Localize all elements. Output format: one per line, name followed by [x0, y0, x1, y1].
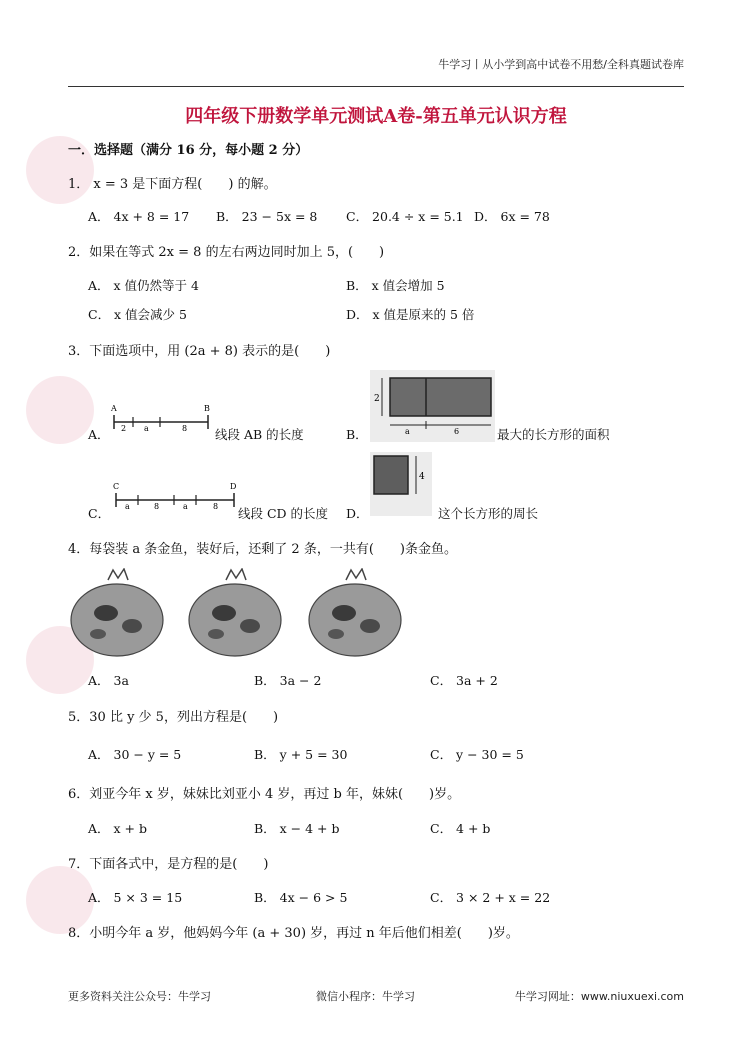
- label-d: D: [230, 482, 237, 491]
- side-label: 4: [419, 472, 425, 482]
- question-3: 3．下面选项中，用 (2a + 8) 表示的是( ): [68, 344, 331, 359]
- q3-caption-c: 线段 CD 的长度: [238, 506, 329, 521]
- question-7: 7．下面各式中，是方程的是( ): [68, 857, 269, 872]
- q4-option-a[interactable]: A． 3a: [88, 673, 129, 688]
- seg-label: a: [183, 502, 188, 511]
- q7-option-a[interactable]: A． 5 × 3 = 15: [88, 890, 183, 905]
- rectangle-d-figure: [370, 452, 432, 516]
- q2-option-a[interactable]: A． x 值仍然等于 4: [88, 278, 199, 293]
- section-heading: 一．选择题（满分 16 分，每小题 2 分）: [68, 143, 309, 158]
- q4-option-b[interactable]: B． 3a − 2: [254, 673, 322, 688]
- fish-bag: [309, 569, 401, 656]
- footer-left: 更多资料关注公众号：牛学习: [68, 990, 211, 1003]
- label-c: C: [113, 482, 120, 491]
- goldfish-bags-image: [68, 568, 418, 660]
- q7-option-b[interactable]: B． 4x − 6 > 5: [254, 890, 348, 905]
- q1-option-a[interactable]: A． 4x + 8 = 17: [88, 209, 190, 224]
- seg-label: 2: [121, 424, 127, 433]
- q1-option-d[interactable]: D． 6x = 78: [474, 209, 550, 224]
- seg-label: 6: [454, 427, 460, 436]
- q5-option-b[interactable]: B． y + 5 = 30: [254, 747, 348, 762]
- header-text: 牛学习丨从小学到高中试卷不用愁/全科真题试卷库: [438, 58, 684, 71]
- fish-bag: [189, 569, 281, 656]
- q5-option-a[interactable]: A． 30 − y = 5: [88, 747, 182, 762]
- q2-option-d[interactable]: D． x 值是原来的 5 倍: [346, 307, 475, 322]
- q3-option-b[interactable]: B．: [346, 427, 368, 442]
- q3-option-a[interactable]: A．: [88, 427, 110, 442]
- header-rule: [68, 86, 684, 87]
- q6-option-c[interactable]: C． 4 + b: [430, 821, 491, 836]
- footer-right: 牛学习网址：www.niuxuexi.com: [514, 990, 684, 1003]
- q1-option-b[interactable]: B． 23 − 5x = 8: [216, 209, 318, 224]
- q3-option-d[interactable]: D．: [346, 506, 369, 521]
- seg-label: a: [144, 424, 149, 433]
- q2-option-b[interactable]: B． x 值会增加 5: [346, 278, 445, 293]
- segment-ab-figure: [108, 400, 213, 440]
- fish-bag: [71, 569, 163, 656]
- q6-option-b[interactable]: B． x − 4 + b: [254, 821, 340, 836]
- q3-caption-b: 最大的长方形的面积: [497, 427, 610, 442]
- question-5: 5．30 比 y 少 5，列出方程是( ): [68, 710, 279, 725]
- question-8: 8．小明今年 a 岁，他妈妈今年 (a + 30) 岁，再过 n 年后他们相差( )岁。: [68, 926, 519, 941]
- label-b: B: [204, 404, 210, 413]
- q2-option-c[interactable]: C． x 值会减少 5: [88, 307, 187, 322]
- q5-option-c[interactable]: C． y − 30 = 5: [430, 747, 524, 762]
- q6-option-a[interactable]: A． x + b: [88, 821, 147, 836]
- question-6: 6．刘亚今年 x 岁，妹妹比刘亚小 4 岁，再过 b 年，妹妹( )岁。: [68, 787, 461, 802]
- page-title: 四年级下册数学单元测试A卷-第五单元认识方程: [185, 106, 567, 127]
- rectangle-b-figure: [370, 370, 495, 442]
- question-2: 2．如果在等式 2x = 8 的左右两边同时加上 5，( ): [68, 245, 385, 260]
- q4-option-c[interactable]: C． 3a + 2: [430, 673, 498, 688]
- footer-center: 微信小程序：牛学习: [316, 990, 415, 1003]
- seg-label: 8: [213, 502, 219, 511]
- q1-option-c[interactable]: C． 20.4 ÷ x = 5.1: [346, 209, 464, 224]
- side-label: 2: [374, 394, 380, 404]
- seg-label: a: [405, 427, 410, 436]
- label-a: A: [111, 404, 117, 413]
- seg-label: 8: [182, 424, 188, 433]
- q3-caption-a: 线段 AB 的长度: [215, 427, 304, 442]
- segment-cd-figure: [110, 478, 238, 518]
- seg-label: 8: [154, 502, 160, 511]
- q3-caption-d: 这个长方形的周长: [438, 506, 539, 521]
- question-4: 4．每袋装 a 条金鱼，装好后，还剩了 2 条，一共有( )条金鱼。: [68, 542, 457, 557]
- seg-label: a: [125, 502, 130, 511]
- q3-option-c[interactable]: C．: [88, 506, 111, 521]
- q7-option-c[interactable]: C． 3 × 2 + x = 22: [430, 890, 551, 905]
- question-1: 1． x = 3 是下面方程( ) 的解。: [68, 177, 277, 192]
